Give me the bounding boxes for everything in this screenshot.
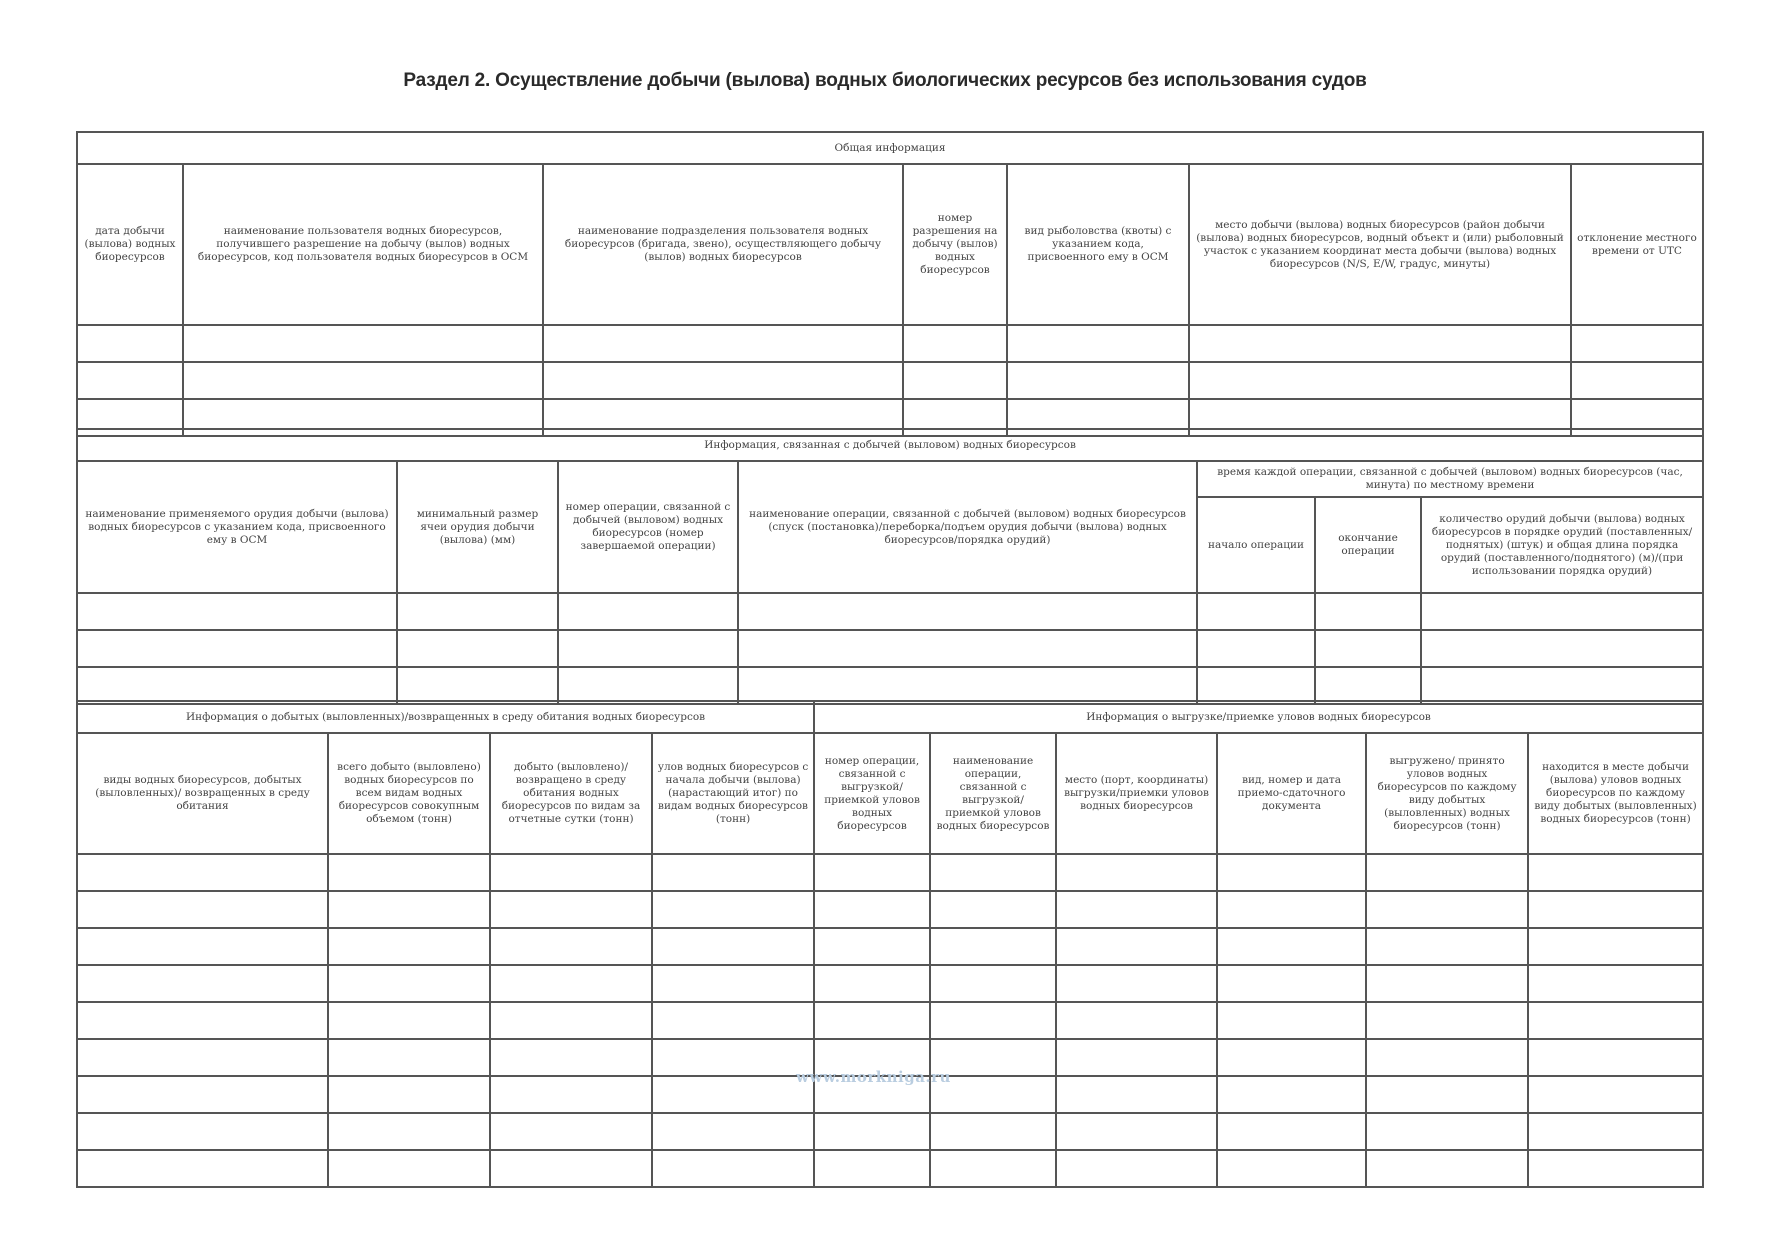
input-cell[interactable] xyxy=(1007,325,1189,362)
input-cell[interactable] xyxy=(1528,1076,1703,1113)
input-cell[interactable] xyxy=(397,667,558,704)
general-info-table xyxy=(76,131,1704,437)
column-group-header: время каждой операции, связанной с добычей (выловом) водных биоресурсов (час, минута) по местному времени xyxy=(1197,461,1703,497)
table-row xyxy=(77,965,1703,1002)
input-cell[interactable] xyxy=(1528,1039,1703,1076)
column-header: наименование подразделения пользователя водных биоресурсов (бригада, звено), осуществляющего добычу (вылов) водных биоресурсов xyxy=(543,164,903,325)
table-row xyxy=(77,891,1703,928)
input-cell[interactable] xyxy=(328,1002,490,1039)
input-cell[interactable] xyxy=(1217,1002,1366,1039)
input-cell[interactable] xyxy=(1217,1039,1366,1076)
column-header: наименование пользователя водных биоресурсов, получившего разрешение на добычу (вылов) водных биоресурсов, код пользователя водных биоресурсов в ОСМ xyxy=(183,164,543,325)
table-row xyxy=(77,593,1703,630)
input-cell[interactable] xyxy=(1366,891,1528,928)
input-cell[interactable] xyxy=(652,1113,814,1150)
input-cell[interactable] xyxy=(490,854,652,891)
input-cell[interactable] xyxy=(543,325,903,362)
input-cell[interactable] xyxy=(77,1002,328,1039)
input-cell[interactable] xyxy=(903,362,1007,399)
column-header: начало операции xyxy=(1197,497,1315,593)
input-cell[interactable] xyxy=(903,325,1007,362)
input-cell[interactable] xyxy=(814,1002,930,1039)
column-header: наименование применяемого орудия добычи (вылова) водных биоресурсов с указанием кода, присвоенного ему в ОСМ xyxy=(77,461,397,593)
input-cell[interactable] xyxy=(77,891,328,928)
table-row xyxy=(77,667,1703,704)
input-cell[interactable] xyxy=(1366,1150,1528,1187)
input-cell[interactable] xyxy=(930,1002,1056,1039)
input-cell[interactable] xyxy=(652,1150,814,1187)
section-heading: Информация о выгрузке/приемке уловов водных биоресурсов xyxy=(814,701,1703,733)
input-cell[interactable] xyxy=(490,1002,652,1039)
input-cell[interactable] xyxy=(652,854,814,891)
input-cell[interactable] xyxy=(1421,630,1703,667)
column-header: добыто (выловлено)/ возвращено в среду обитания водных биоресурсов по видам за отчетные сутки (тонн) xyxy=(490,733,652,854)
input-cell[interactable] xyxy=(183,325,543,362)
column-header: место (порт, координаты) выгрузки/приемки уловов водных биоресурсов xyxy=(1056,733,1217,854)
input-cell[interactable] xyxy=(490,965,652,1002)
input-cell[interactable] xyxy=(1366,1113,1528,1150)
table-row xyxy=(77,630,1703,667)
input-cell[interactable] xyxy=(652,1039,814,1076)
input-cell[interactable] xyxy=(183,362,543,399)
input-cell[interactable] xyxy=(652,965,814,1002)
input-cell[interactable] xyxy=(814,928,930,965)
input-cell[interactable] xyxy=(77,325,183,362)
input-cell[interactable] xyxy=(738,630,1197,667)
column-header: количество орудий добычи (вылова) водных биоресурсов в порядке орудий (поставленных/поднятых) (штук) и общая длина порядка орудий (поставленного/поднятого) (м)/(при использовании порядка орудий) xyxy=(1421,497,1703,593)
table-row xyxy=(77,1150,1703,1187)
input-cell[interactable] xyxy=(1197,630,1315,667)
input-cell[interactable] xyxy=(1315,593,1421,630)
input-cell[interactable] xyxy=(558,630,738,667)
column-header: вид, номер и дата приемо-сдаточного документа xyxy=(1217,733,1366,854)
table-row xyxy=(77,325,1703,362)
column-header: дата добычи (вылова) водных биоресурсов xyxy=(77,164,183,325)
input-cell[interactable] xyxy=(1197,593,1315,630)
page-title: Раздел 2. Осуществление добычи (вылова) водных биологических ресурсов без использования судов xyxy=(403,70,1367,91)
input-cell[interactable] xyxy=(77,630,397,667)
column-header: вид рыболовства (квоты) с указанием кода, присвоенного ему в ОСМ xyxy=(1007,164,1189,325)
input-cell[interactable] xyxy=(328,1039,490,1076)
input-cell[interactable] xyxy=(77,1039,328,1076)
input-cell[interactable] xyxy=(738,593,1197,630)
input-cell[interactable] xyxy=(490,1113,652,1150)
input-cell[interactable] xyxy=(1571,362,1703,399)
input-cell[interactable] xyxy=(652,891,814,928)
input-cell[interactable] xyxy=(77,1150,328,1187)
input-cell[interactable] xyxy=(1528,965,1703,1002)
input-cell[interactable] xyxy=(77,667,397,704)
table-row xyxy=(77,928,1703,965)
input-cell[interactable] xyxy=(328,1076,490,1113)
input-cell[interactable] xyxy=(77,1113,328,1150)
input-cell[interactable] xyxy=(1421,667,1703,704)
input-cell[interactable] xyxy=(1315,667,1421,704)
input-cell[interactable] xyxy=(1366,1039,1528,1076)
column-header: номер операции, связанной с добычей (выловом) водных биоресурсов (номер завершаемой операции) xyxy=(558,461,738,593)
input-cell[interactable] xyxy=(1056,1150,1217,1187)
input-cell[interactable] xyxy=(1528,1002,1703,1039)
input-cell[interactable] xyxy=(1056,854,1217,891)
input-cell[interactable] xyxy=(1571,325,1703,362)
input-cell[interactable] xyxy=(328,965,490,1002)
input-cell[interactable] xyxy=(397,630,558,667)
column-header: место добычи (вылова) водных биоресурсов (район добычи (вылова) водных биоресурсов, водный объект и (или) рыболовный участок с указанием координат места добычи (вылова) водных биоресурсов (N/S, E/W, градус, минуты) xyxy=(1189,164,1571,325)
input-cell[interactable] xyxy=(1217,928,1366,965)
input-cell[interactable] xyxy=(1366,928,1528,965)
input-cell[interactable] xyxy=(1217,1076,1366,1113)
input-cell[interactable] xyxy=(490,1039,652,1076)
input-cell[interactable] xyxy=(1056,928,1217,965)
input-cell[interactable] xyxy=(1056,1113,1217,1150)
input-cell[interactable] xyxy=(1056,965,1217,1002)
input-cell[interactable] xyxy=(1366,1002,1528,1039)
input-cell[interactable] xyxy=(558,593,738,630)
input-cell[interactable] xyxy=(1056,1076,1217,1113)
input-cell[interactable] xyxy=(1315,630,1421,667)
input-cell[interactable] xyxy=(930,928,1056,965)
input-cell[interactable] xyxy=(490,928,652,965)
input-cell[interactable] xyxy=(328,854,490,891)
input-cell[interactable] xyxy=(930,1150,1056,1187)
input-cell[interactable] xyxy=(1189,325,1571,362)
input-cell[interactable] xyxy=(652,1002,814,1039)
input-cell[interactable] xyxy=(1421,593,1703,630)
table-row xyxy=(77,1113,1703,1150)
watermark: www.morkniga.ru xyxy=(796,1068,951,1086)
input-cell[interactable] xyxy=(1366,854,1528,891)
input-cell[interactable] xyxy=(77,928,328,965)
input-cell[interactable] xyxy=(1056,891,1217,928)
input-cell[interactable] xyxy=(558,667,738,704)
input-cell[interactable] xyxy=(1217,854,1366,891)
input-cell[interactable] xyxy=(930,965,1056,1002)
input-cell[interactable] xyxy=(814,1113,930,1150)
input-cell[interactable] xyxy=(77,362,183,399)
input-cell[interactable] xyxy=(1528,1150,1703,1187)
input-cell[interactable] xyxy=(328,891,490,928)
input-cell[interactable] xyxy=(1217,1150,1366,1187)
input-cell[interactable] xyxy=(1217,965,1366,1002)
input-cell[interactable] xyxy=(543,362,903,399)
input-cell[interactable] xyxy=(328,1150,490,1187)
input-cell[interactable] xyxy=(930,1113,1056,1150)
input-cell[interactable] xyxy=(738,667,1197,704)
column-header: всего добыто (выловлено) водных биоресурсов по всем видам водных биоресурсов совокупным объемом (тонн) xyxy=(328,733,490,854)
input-cell[interactable] xyxy=(1528,891,1703,928)
input-cell[interactable] xyxy=(1528,928,1703,965)
input-cell[interactable] xyxy=(490,1150,652,1187)
column-header: выгружено/ принято уловов водных биоресурсов по каждому виду добытых (выловленных) водных биоресурсов (тонн) xyxy=(1366,733,1528,854)
input-cell[interactable] xyxy=(328,1113,490,1150)
input-cell[interactable] xyxy=(328,928,490,965)
input-cell[interactable] xyxy=(1528,854,1703,891)
input-cell[interactable] xyxy=(77,965,328,1002)
input-cell[interactable] xyxy=(1217,1113,1366,1150)
input-cell[interactable] xyxy=(397,593,558,630)
column-header: минимальный размер ячеи орудия добычи (вылова) (мм) xyxy=(397,461,558,593)
column-header: виды водных биоресурсов, добытых (выловленных)/ возвращенных в среду обитания xyxy=(77,733,328,854)
input-cell[interactable] xyxy=(930,891,1056,928)
column-header: отклонение местного времени от UTC xyxy=(1571,164,1703,325)
column-header: улов водных биоресурсов с начала добычи (вылова) (нарастающий итог) по видам водных биоресурсов (тонн) xyxy=(652,733,814,854)
catch-landing-table xyxy=(76,700,1704,1188)
input-cell[interactable] xyxy=(77,854,328,891)
input-cell[interactable] xyxy=(652,1076,814,1113)
input-cell[interactable] xyxy=(1197,667,1315,704)
column-header: окончание операции xyxy=(1315,497,1421,593)
input-cell[interactable] xyxy=(1217,891,1366,928)
input-cell[interactable] xyxy=(1189,362,1571,399)
input-cell[interactable] xyxy=(814,854,930,891)
column-header: наименование операции, связанной с выгрузкой/ приемкой уловов водных биоресурсов xyxy=(930,733,1056,854)
table-row xyxy=(77,362,1703,399)
column-header: наименование операции, связанной с добычей (выловом) водных биоресурсов (спуск (постановка)/переборка/подъем орудия добычи (вылова) водных биоресурсов/порядка орудий) xyxy=(738,461,1197,593)
fishing-operations-table xyxy=(76,428,1704,705)
section-heading: Общая информация xyxy=(77,132,1703,164)
input-cell[interactable] xyxy=(652,928,814,965)
input-cell[interactable] xyxy=(930,854,1056,891)
input-cell[interactable] xyxy=(814,1150,930,1187)
input-cell[interactable] xyxy=(77,593,397,630)
input-cell[interactable] xyxy=(814,965,930,1002)
input-cell[interactable] xyxy=(814,891,930,928)
table-row xyxy=(77,854,1703,891)
input-cell[interactable] xyxy=(1366,965,1528,1002)
section-heading: Информация, связанная с добычей (выловом) водных биоресурсов xyxy=(77,429,1703,461)
column-header: номер операции, связанной с выгрузкой/ приемкой уловов водных биоресурсов xyxy=(814,733,930,854)
input-cell[interactable] xyxy=(1056,1039,1217,1076)
column-header: номер разрешения на добычу (вылов) водных биоресурсов xyxy=(903,164,1007,325)
input-cell[interactable] xyxy=(77,1076,328,1113)
input-cell[interactable] xyxy=(1366,1076,1528,1113)
column-header: находится в месте добычи (вылова) уловов водных биоресурсов по каждому виду добытых (выловленных) водных биоресурсов (тонн) xyxy=(1528,733,1703,854)
table-row xyxy=(77,1002,1703,1039)
input-cell[interactable] xyxy=(1528,1113,1703,1150)
input-cell[interactable] xyxy=(490,1076,652,1113)
input-cell[interactable] xyxy=(490,891,652,928)
section-heading: Информация о добытых (выловленных)/возвращенных в среду обитания водных биоресурсов xyxy=(77,701,814,733)
input-cell[interactable] xyxy=(1007,362,1189,399)
input-cell[interactable] xyxy=(1056,1002,1217,1039)
